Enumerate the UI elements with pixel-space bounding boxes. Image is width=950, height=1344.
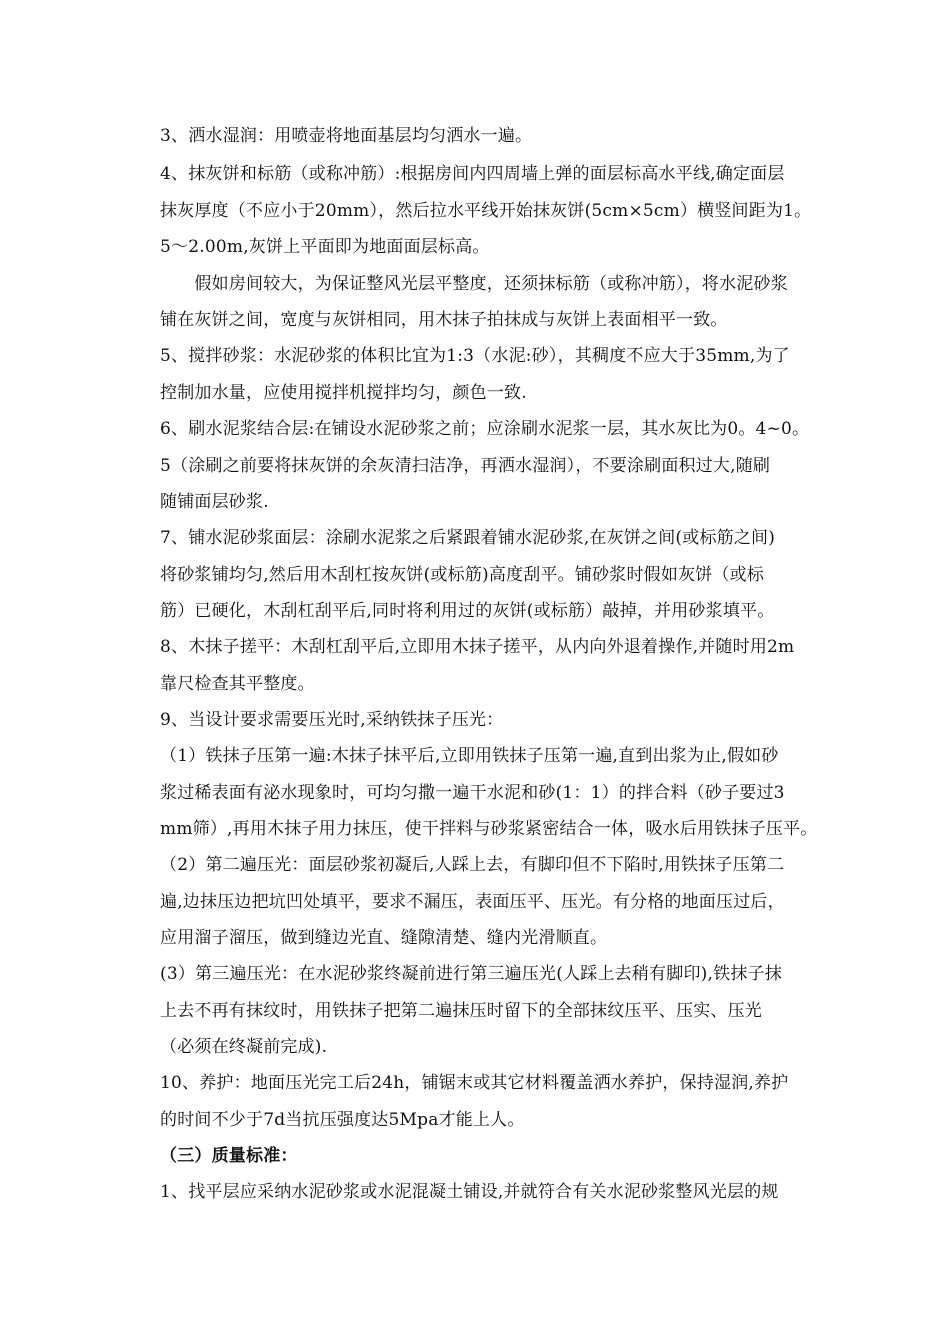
text-line: （2）第二遍压光：面层砂浆初凝后,人踩上去，有脚印但不下陷时,用铁抹子压第二 [160, 855, 785, 875]
text-line: 6、刷水泥浆结合层:在铺设水泥砂浆之前；应涂刷水泥浆一层，其水灰比为0。4~0。 [160, 419, 810, 439]
text-line: 浆过稀表面有泌水现象时，可均匀撒一遍干水泥和砂(1：1）的拌合料（砂子要过3 [160, 783, 785, 803]
text-line: 5、搅拌砂浆：水泥砂浆的体积比宜为1:3（水泥:砂），其稠度不应大于35mm,为了 [160, 346, 790, 366]
text-line: 3、洒水湿润：用喷壶将地面基层均匀洒水一遍。 [160, 126, 533, 146]
text-line: 5～2.00m,灰饼上平面即为地面面层标高。 [160, 237, 490, 257]
text-line: 应用溜子溜压，做到缝边光直、缝隙清楚、缝内光滑顺直。 [160, 928, 608, 948]
text-line: （必须在终凝前完成). [160, 1037, 328, 1057]
text-line: 假如房间较大，为保证整风光层平整度，还须抹标筋（或称冲筋），将水泥砂浆 [160, 274, 788, 294]
section-heading: （三）质量标准： [160, 1146, 298, 1166]
text-line: (3）第三遍压光：在水泥砂浆终凝前进行第三遍压光(人踩上去稍有脚印),铁抹子抹 [160, 964, 782, 984]
text-line: 1、找平层应采纳水泥砂浆或水泥混凝土铺设,并就符合有关水泥砂浆整风光层的规 [160, 1182, 779, 1202]
text-line: 控制加水量，应使用搅拌机搅拌均匀，颜色一致. [160, 383, 527, 403]
text-line: 铺在灰饼之间，宽度与灰饼相同，用木抹子拍抹成与灰饼上表面相平一致。 [160, 310, 728, 330]
text-line: 抹灰厚度（不应小于20mm），然后拉水平线开始抹灰饼(5cm×5cm）横竖间距为1。 [160, 201, 812, 221]
text-line: 上去不再有抹纹时，用铁抹子把第二遍抹压时留下的全部抹纹压平、压实、压光 [160, 1001, 762, 1021]
text-line: mm筛）,再用木抹子用力抹压，使干拌料与砂浆紧密结合一体，吸水后用铁抹子压平。 [160, 819, 818, 839]
text-line: （1）铁抹子压第一遍:木抹子抹平后,立即用铁抹子压第一遍,直到出浆为止,假如砂 [160, 746, 779, 766]
text-line: 10、养护：地面压光完工后24h，铺锯末或其它材料覆盖洒水养护，保持湿润,养护 [160, 1073, 789, 1093]
text-line: 筋）已硬化，木刮杠刮平后,同时将利用过的灰饼(或标筋）敲掉，并用砂浆填平。 [160, 601, 775, 621]
text-line: 靠尺检查其平整度。 [160, 674, 315, 694]
text-line: 的时间不少于7d当抗压强度达5Mpa才能上人。 [160, 1110, 525, 1130]
text-line: 遍,边抹压边把坑凹处填平，要求不漏压，表面压平、压光。有分格的地面压过后， [160, 892, 785, 912]
text-line: 随铺面层砂浆. [160, 492, 269, 512]
text-line: 将砂浆铺均匀,然后用木刮杠按灰饼(或标筋)高度刮平。铺砂浆时假如灰饼（或标 [160, 565, 765, 585]
text-line: 5（涂刷之前要将抹灰饼的余灰清扫洁净，再洒水湿润），不要涂刷面积过大,随刷 [160, 456, 771, 476]
text-line: 9、当设计要求需要压光时,采纳铁抹子压光： [160, 710, 504, 730]
text-line: 4、抹灰饼和标筋（或称冲筋）:根据房间内四周墙上弹的面层标高水平线,确定面层 [160, 164, 785, 184]
text-line: 8、木抹子搓平：木刮杠刮平后,立即用木抹子搓平，从内向外退着操作,并随时用2m [160, 637, 795, 657]
text-line: 7、铺水泥砂浆面层：涂刷水泥浆之后紧跟着铺水泥砂浆,在灰饼之间(或标筋之间) [160, 528, 776, 548]
